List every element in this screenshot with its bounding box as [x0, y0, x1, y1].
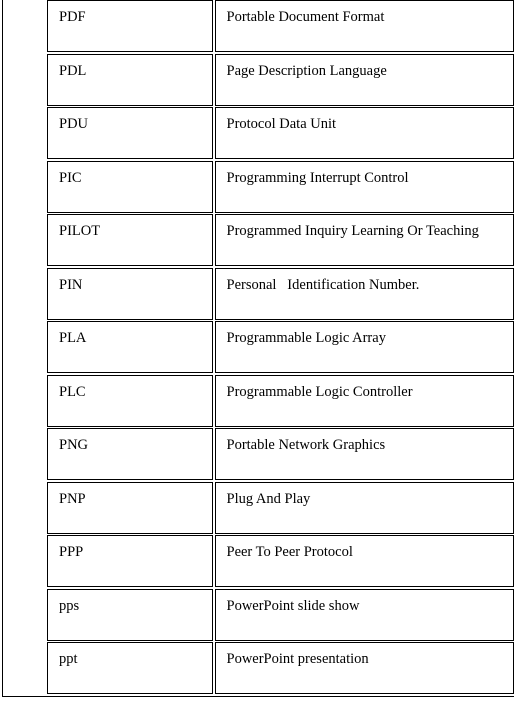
table-rows	[47, 0, 514, 696]
abbreviation-cell: PLA	[47, 321, 213, 373]
expansion-cell: Plug And Play	[215, 482, 515, 534]
abbreviation-cell: PNG	[47, 428, 213, 480]
abbreviation-cell: pps	[47, 589, 213, 641]
abbreviation-cell: PIN	[47, 268, 213, 320]
expansion-cell: Personal Identification Number.	[215, 268, 515, 320]
table-row	[47, 642, 514, 694]
table-row	[47, 321, 514, 373]
expansion-cell: Protocol Data Unit	[215, 107, 515, 159]
table-row	[47, 482, 514, 534]
table-row	[47, 214, 514, 266]
table-row	[47, 54, 514, 106]
abbreviation-cell: PDF	[47, 0, 213, 52]
expansion-cell: PowerPoint slide show	[215, 589, 515, 641]
table-row	[47, 268, 514, 320]
table-left-gutter	[3, 0, 47, 696]
table-row	[47, 375, 514, 427]
expansion-cell: Portable Document Format	[215, 0, 515, 52]
table-row	[47, 535, 514, 587]
table-row	[47, 589, 514, 641]
expansion-cell: Programmable Logic Array	[215, 321, 515, 373]
abbreviation-cell: PDL	[47, 54, 213, 106]
abbreviation-cell: PIC	[47, 161, 213, 213]
expansion-cell: Peer To Peer Protocol	[215, 535, 515, 587]
expansion-cell: Page Description Language	[215, 54, 515, 106]
abbreviation-cell: PNP	[47, 482, 213, 534]
expansion-cell: Programming Interrupt Control	[215, 161, 515, 213]
abbreviation-cell: ppt	[47, 642, 213, 694]
abbreviation-table	[2, 0, 514, 697]
table-row	[47, 161, 514, 213]
abbreviation-cell: PPP	[47, 535, 213, 587]
expansion-cell: Programmed Inquiry Learning Or Teaching	[215, 214, 515, 266]
expansion-cell: PowerPoint presentation	[215, 642, 515, 694]
table-row	[47, 107, 514, 159]
expansion-cell: Portable Network Graphics	[215, 428, 515, 480]
table-row	[47, 0, 514, 52]
abbreviation-cell: PDU	[47, 107, 213, 159]
abbreviation-cell: PILOT	[47, 214, 213, 266]
abbreviation-cell: PLC	[47, 375, 213, 427]
expansion-cell: Programmable Logic Controller	[215, 375, 515, 427]
table-row	[47, 428, 514, 480]
